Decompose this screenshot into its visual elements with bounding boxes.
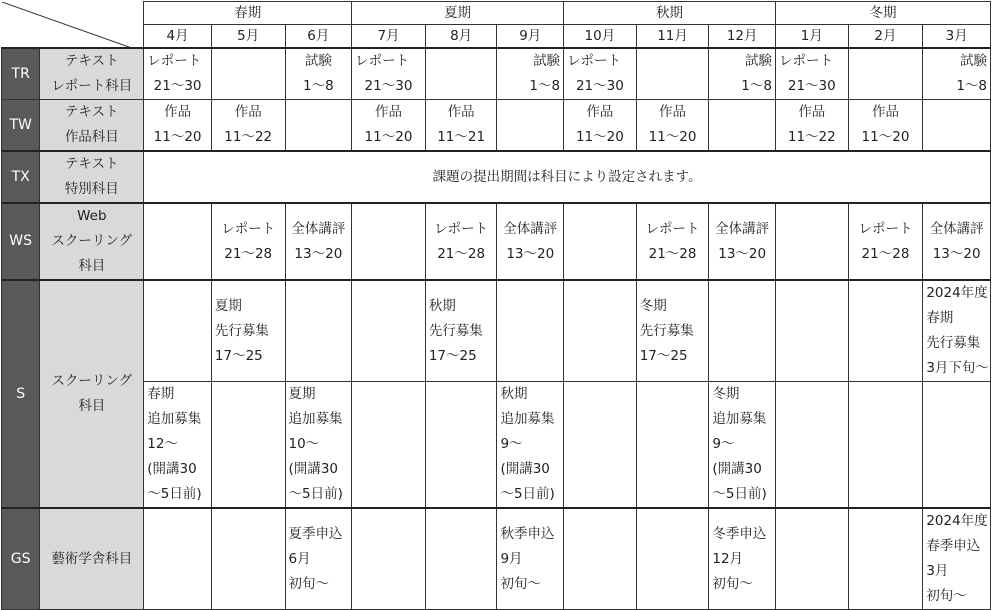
cell-text: 9～ [712,436,735,452]
cell-tr-jun [285,48,352,100]
cell-empty [923,100,991,152]
cell-empty [211,48,285,100]
cell-text: 21～28 [648,245,697,262]
cell-text: 12月 [712,550,744,567]
cell-empty [636,48,709,100]
cell-text: 11～20 [861,129,910,145]
cell-text: 追加募集 [147,411,202,427]
cell-text: 10～ [288,436,320,452]
cell-empty [497,280,564,382]
cell-empty [352,382,426,509]
cell-text: 3月下旬～ [926,360,989,376]
cell-empty [636,508,709,610]
cell-ws-report [636,203,709,280]
row-ws [2,203,991,280]
cell-text: 初旬～ [288,575,330,592]
cell-text: 作品 [447,104,475,120]
cell-text: 初旬～ [926,588,967,604]
cell-text: 冬季申込 [712,525,767,542]
cell-tw-jan [775,100,848,152]
cell-text: (開講30 [288,461,338,477]
cell-s-advance-winter [636,280,709,382]
cell-text: 秋季申込 [500,525,555,542]
season-summer: 夏期 [352,2,564,25]
cell-text: 追加募集 [288,411,343,427]
cell-text: 17～25 [214,347,263,364]
cell-text: 全体講評 [929,220,984,237]
month-header: 7月 [352,25,426,49]
cell-tr-sep [497,48,564,100]
cell-text: 春季申込 [926,538,981,554]
cell-text: レポート [645,220,700,237]
cell-empty [923,382,991,509]
month-header: 4月 [144,25,212,49]
month-header: 10月 [564,25,637,49]
cell-text: 冬期 [639,297,667,314]
cell-empty [144,280,212,382]
cell-text: 試験 [744,53,772,69]
row-label-line: テキスト [64,104,119,120]
cell-tr-apr [144,48,212,100]
cell-text: 全体講評 [715,220,770,237]
cell-ws-review [923,203,991,280]
cell-text: レポート [778,53,833,69]
cell-text: 作品 [234,104,262,120]
row-label-line: スクーリング [51,373,133,389]
cell-text: 9～ [500,436,523,452]
cell-text: 21～28 [437,245,486,262]
cell-ws-report [848,203,923,280]
cell-empty [848,280,923,382]
month-header-row [2,25,991,49]
row-label-tr [40,48,144,100]
cell-empty [636,382,709,509]
month-header: 1月 [775,25,848,49]
cell-text: 21～30 [787,78,836,94]
cell-text: 13～20 [294,245,343,262]
cell-text: (開講30 [147,461,197,477]
schedule-table [1,1,991,610]
month-header: 11月 [636,25,709,49]
cell-empty [352,280,426,382]
cell-text: 追加募集 [500,411,555,427]
row-label-s [40,280,144,508]
cell-text: 21～30 [575,78,624,94]
cell-tw-oct [564,100,637,152]
cell-text: 試験 [304,53,332,69]
row-tx [2,151,991,203]
cell-text: 2024年度 [926,285,988,301]
cell-empty [211,508,285,610]
cell-text: 11～20 [575,129,624,145]
cell-empty [425,48,497,100]
row-label-tx [40,151,144,203]
cell-text: 21～30 [153,78,202,94]
cell-tw-jul [352,100,426,152]
cell-empty [848,508,923,610]
cell-text: 12～ [147,436,178,452]
cell-empty [497,100,564,152]
cell-text: ～5日前) [288,486,343,502]
cell-text: 先行募集 [428,322,483,339]
cell-tw-nov [636,100,709,152]
cell-empty [352,508,426,610]
cell-text: 17～25 [428,347,477,364]
cell-text: 追加募集 [712,411,767,427]
cell-text: 11～22 [787,129,836,145]
row-label-line: レポート科目 [51,78,133,94]
cell-ws-review [285,203,352,280]
cell-text: (開講30 [500,461,550,477]
row-s-additional [2,382,991,509]
month-header: 6月 [285,25,352,49]
cell-text: 2024年度 [926,513,988,529]
cell-text: レポート [434,220,489,237]
cell-text: 全体講評 [291,220,346,237]
cell-s-advance-spring2024 [923,280,991,382]
cell-empty [564,382,637,509]
cell-empty [775,508,848,610]
cell-tw-apr [144,100,212,152]
cell-text: レポート [147,53,202,69]
row-label-ws [40,203,144,280]
cell-empty [848,382,923,509]
month-header: 8月 [425,25,497,49]
cell-s-additional-spring [144,382,212,509]
cell-text: 作品 [374,104,402,120]
cell-text: 13～20 [718,245,767,262]
cell-text: 21～28 [224,245,273,262]
season-autumn: 秋期 [564,2,776,25]
cell-text: 試験 [533,53,561,69]
cell-text: 初旬～ [500,575,541,592]
cell-text: 先行募集 [214,322,269,339]
cell-gs-spring2024 [923,508,991,610]
cell-text: 21～28 [861,245,910,262]
row-tr [2,48,991,100]
cell-text: 作品 [798,104,826,120]
cell-text: レポート [221,220,276,237]
cell-text: 夏季申込 [288,525,343,542]
cell-empty [425,382,497,509]
cell-text: 試験 [960,53,987,69]
tx-note: 課題の提出期間は科目により設定されます。 [144,151,991,203]
cell-tw-may [211,100,285,152]
cell-text: 11～22 [224,129,273,145]
row-code-s: S [2,280,40,508]
cell-text: 1～8 [303,78,334,94]
cell-s-additional-autumn [497,382,564,509]
cell-empty [144,508,212,610]
cell-gs-winter [709,508,776,610]
cell-empty [144,203,212,280]
cell-empty [425,508,497,610]
month-header: 5月 [211,25,285,49]
row-label-line: テキスト [64,156,119,172]
row-label-line: Web [77,208,107,224]
cell-text: ～5日前) [147,486,202,502]
cell-text: ～5日前) [712,486,767,502]
cell-text: (開講30 [712,461,762,477]
cell-text: 17～25 [639,347,688,364]
cell-text: 夏期 [214,297,242,314]
cell-tr-dec [709,48,776,100]
row-code-tr: TR [2,48,40,100]
cell-empty [211,382,285,509]
cell-tw-aug [425,100,497,152]
row-code-ws: WS [2,203,40,280]
row-label-line: スクーリング [51,233,133,249]
row-label-line: 作品科目 [64,129,119,145]
cell-text: 13～20 [932,245,981,262]
row-s-advance [2,280,991,382]
cell-empty [285,280,352,382]
cell-text: 先行募集 [639,322,694,339]
cell-text: 11～20 [364,129,413,145]
cell-text: 11～21 [437,129,486,145]
cell-empty [285,100,352,152]
month-header: 9月 [497,25,564,49]
cell-text: ～5日前) [500,486,555,502]
cell-ws-review [709,203,776,280]
cell-text: 春期 [926,310,954,326]
cell-tr-jan [775,48,848,100]
row-code-tw: TW [2,100,40,152]
row-code-tx: TX [2,151,40,203]
cell-ws-review [497,203,564,280]
cell-text: 1～8 [956,78,987,94]
cell-text: 作品 [586,104,614,120]
cell-text: 先行募集 [926,335,981,351]
cell-empty [564,280,637,382]
cell-ws-report [211,203,285,280]
cell-text: レポート [858,220,913,237]
row-gs [2,508,991,610]
season-winter: 冬期 [775,2,990,25]
month-header: 3月 [923,25,991,49]
row-label-line: 特別科目 [64,181,119,197]
cell-ws-report [425,203,497,280]
cell-text: 秋期 [428,297,456,314]
diagonal-line [2,2,143,49]
cell-tw-feb [848,100,923,152]
cell-gs-autumn [497,508,564,610]
row-label-gs: 藝術学舎科目 [40,508,144,610]
cell-empty [352,203,426,280]
month-header: 12月 [709,25,776,49]
cell-text: レポート [567,53,622,69]
row-label-line: 科目 [78,258,106,274]
cell-text: 9月 [500,550,523,567]
cell-empty [848,48,923,100]
cell-text: 全体講評 [503,220,558,237]
corner-cell [2,2,144,49]
cell-text: 冬期 [712,386,740,402]
cell-text: 1～8 [529,78,561,94]
row-tw [2,100,991,152]
cell-empty [564,203,637,280]
cell-empty [709,100,776,152]
cell-text: 21～30 [364,78,413,94]
cell-tr-jul [352,48,426,100]
row-label-tw [40,100,144,152]
cell-text: 秋期 [500,386,528,402]
cell-empty [709,280,776,382]
season-spring: 春期 [144,2,352,25]
row-label-line: 科目 [78,398,106,414]
row-label-line: テキスト [64,53,119,69]
cell-text: 作品 [871,104,899,120]
month-header: 2月 [848,25,923,49]
cell-text: 夏期 [288,386,316,402]
cell-text: 作品 [659,104,687,120]
cell-empty [775,280,848,382]
cell-empty [775,203,848,280]
cell-gs-summer [285,508,352,610]
cell-text: 11～20 [648,129,697,145]
cell-tr-mar [923,48,991,100]
cell-s-additional-winter [709,382,776,509]
cell-text: 6月 [288,550,311,567]
season-header-row [2,2,991,25]
cell-text: レポート [355,53,410,69]
cell-text: 11～20 [153,129,202,145]
cell-text: 3月 [926,563,949,579]
cell-text: 作品 [164,104,192,120]
cell-empty [564,508,637,610]
cell-s-advance-autumn [425,280,497,382]
cell-text: 初旬～ [712,575,753,592]
cell-s-additional-summer [285,382,352,509]
cell-s-advance-summer [211,280,285,382]
cell-text: 13～20 [506,245,555,262]
cell-tr-oct [564,48,637,100]
cell-empty [775,382,848,509]
cell-text: 1～8 [741,78,772,94]
cell-text: 春期 [147,386,175,402]
row-code-gs: GS [2,508,40,610]
